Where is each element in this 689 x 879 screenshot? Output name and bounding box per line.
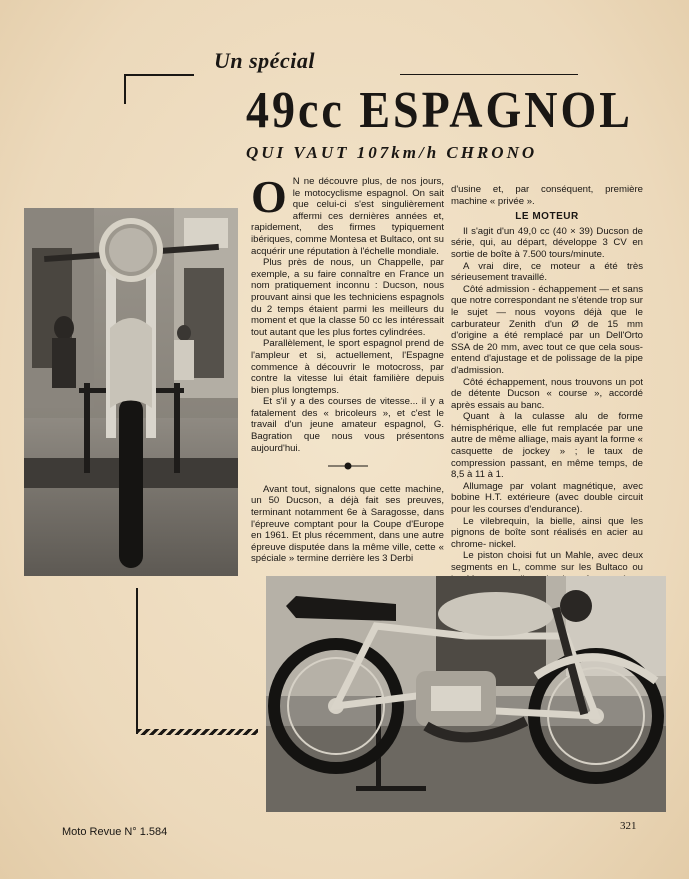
hatched-rule (138, 729, 258, 735)
col1-paragraph-2: Plus près de nous, un Chappelle, par exemple, a su faire connaître en France un nom pratiquement inconnu : Ducson, nous prouvant ainsi que les techniciens espagnols du 2 temps étaient parmi les meilleurs du moment et que la classe 50 cc les intéressait tout autant que les plus fortes cylindrées. (251, 257, 444, 338)
col2-paragraph-1: Il s'agit d'un 49,0 cc (40 × 39) Ducson de série, qui, au départ, développe 3 CV en sortie de boîte à 7.500 tours/minute. (451, 225, 643, 260)
col2-paragraph-0: d'usine et, par conséquent, première machine « privée ». (451, 184, 643, 207)
article-column-2 (451, 184, 643, 597)
header-rule-right (400, 74, 578, 75)
photo-side-view (266, 576, 666, 812)
col1-paragraph-5: Avant tout, signalons que cette machine, un 50 Ducson, a déjà fait ses preuves, terminant notamment 6e à Saragosse, dans l'épreuve comptant pour la Coupe d'Europe en 1961. Et plus récemment, dans une autre épreuve disputée dans la même ville, cette « spéciale » termine derrière les 3 Derbi (251, 483, 444, 565)
col2-paragraph-8: Le piston choisi fut un Mahle, avec deux segments en L, comme sur les Bultaco ou (451, 550, 643, 573)
article-kicker: Un spécial (214, 48, 315, 73)
col1-paragraph-4: Et s'il y a des courses de vitesse... il y a fatalement des « bricoleurs », et c'est le travail d'un jeune amateur espagnol, G. Bagration que nous vous présentons aujourd'hui. (251, 396, 444, 454)
col2-paragraph-2: A vrai dire, ce moteur a été très sérieusement travaillé. (451, 260, 643, 284)
col2-paragraph-5: Quant à la culasse alu de forme hémisphérique, elle fut remplacée par une autre de même alliage, mais ayant la forme « casquette de jockey » ; le taux de compression passant, en même temps, de 8,5 à 11 à 1. (451, 411, 643, 481)
divider-ornament-icon (328, 462, 368, 470)
motorcycle-front-illustration (24, 208, 238, 576)
footer-magazine: Moto Revue N° 1.584 (62, 826, 168, 838)
article-subtitle: QUI VAUT 107km/h CHRONO (246, 143, 538, 162)
section-divider (251, 462, 444, 474)
header-rule-horizontal (124, 74, 194, 76)
drop-cap: O (251, 171, 287, 222)
col2-paragraph-7: Le vilebrequin, la bielle, ainsi que les pignons de boîte sont réalisés en acier au chrome- nickel. (451, 515, 643, 550)
col2-paragraph-4: Côté échappement, nous trouvons un pot de détente Ducson « course », accordé après essais au banc. (451, 376, 643, 411)
section-heading-moteur: LE MOTEUR (515, 211, 579, 223)
col1-paragraph-1: N ne découvre plus, de nos jours, le motocyclisme espagnol. On sait que celui-ci s'est singulièrement affermi ces dernières années et, rapidement, des firmes typiquement ibériques, comme Montesa et Bultaco, ont su acquérir une réputation à l'échelle mondiale. (251, 176, 444, 257)
col2-paragraph-3: Côté admission - échappement — et sans que notre correspondant ne s'étende trop sur le sujet — nous voyons déjà que le carburateur Zenith d'un Ø de 15 mm d'origine a été remplacé par un Dell'Orto SSA de 20 mm, avec tout ce que cela sous-entend d'ajustage et de polissage de la pipe d'admission. (451, 283, 643, 376)
footer-page-number: 321 (620, 820, 637, 832)
col1-paragraph-3: Parallèlement, le sport espagnol prend de l'ampleur et si, actuellement, l'Espagne commence à découvrir le motocross, par contre la vitesse lui était familière depuis bien plus longtemps. (251, 338, 444, 396)
motorcycle-side-illustration (266, 576, 666, 812)
col2-paragraph-6: Allumage par volant magnétique, avec bobine H.T. extérieure (avec double circuit pour les courses d'endurance). (451, 480, 643, 516)
photo-front-view (24, 208, 238, 576)
article-column-1 (251, 171, 444, 565)
article-title: 49cc ESPAGNOL (246, 81, 633, 139)
header-rule-vertical (124, 74, 126, 104)
lower-rule-vertical (136, 588, 138, 734)
